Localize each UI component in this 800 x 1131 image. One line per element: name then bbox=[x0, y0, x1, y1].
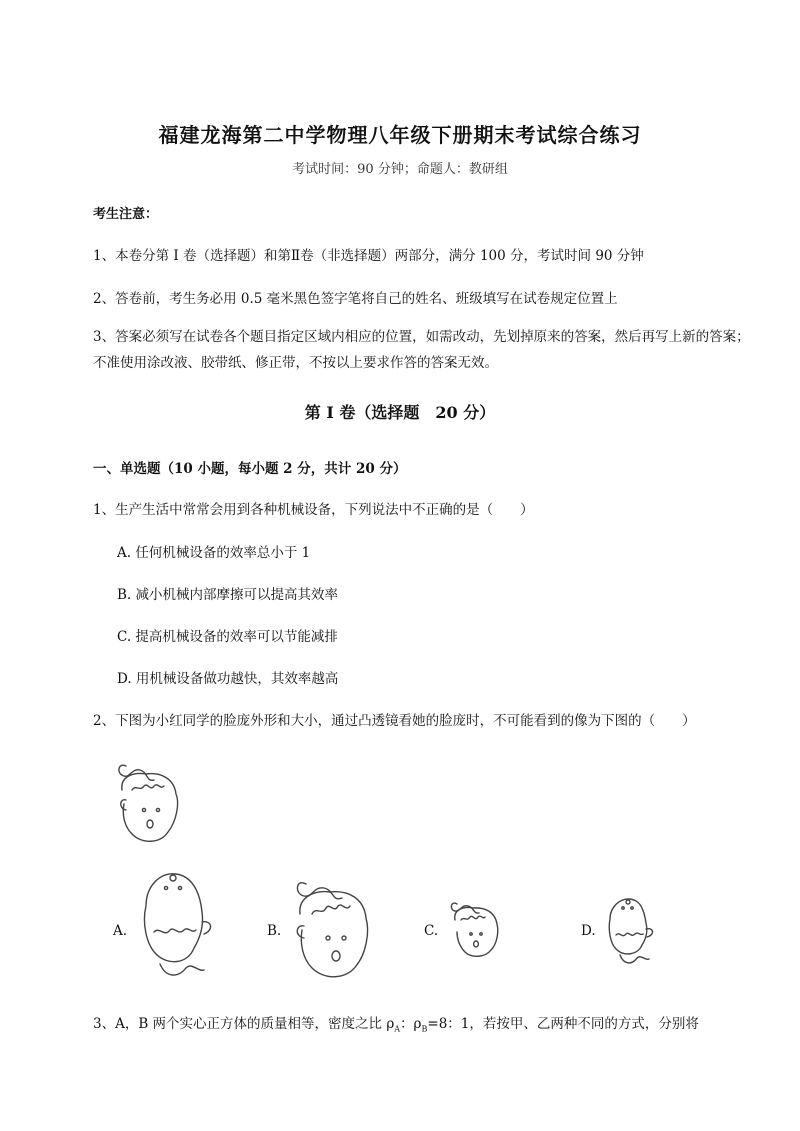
rho-b-subscript: B bbox=[421, 1024, 428, 1034]
section-subheading: 一、单选题（10 小题，每小题 2 分，共计 20 分） bbox=[93, 461, 407, 477]
question-1-stem: 1、生产生活中常常会用到各种机械设备，下列说法中不正确的是（ ） bbox=[93, 502, 534, 518]
question-2-stem: 2、下图为小红同学的脸庞外形和大小，通过凸透镜看她的脸庞时，不可能看到的像为下图的（ ） bbox=[93, 713, 696, 729]
section-title: 第 I 卷（选择题 20 分） bbox=[304, 403, 496, 422]
question-3-stem-part2: ：ρ bbox=[400, 1016, 422, 1032]
document-title: 福建龙海第二中学物理八年级下册期末考试综合练习 bbox=[158, 123, 642, 147]
notice-item-1: 1、本卷分第 I 卷（选择题）和第Ⅱ卷（非选择题）两部分，满分 100 分，考试时间 90 分钟 bbox=[93, 248, 644, 264]
figure-option-c-label: C. bbox=[424, 923, 439, 939]
figure-option-b-enlarged-face bbox=[288, 876, 378, 988]
document-subtitle: 考试时间：90 分钟；命题人：教研组 bbox=[292, 162, 508, 177]
question-3-stem-part1: 3、A，B 两个实心正方体的质量相等，密度之比 ρ bbox=[93, 1016, 395, 1032]
notice-item-3: 3、答案必须写在试卷各个题目指定区域内相应的位置，如需改动，先划掉原来的答案，然后再写上新的答案；不准使用涂改液、胶带纸、修正带，不按以上要求作答的答案无效。 bbox=[93, 329, 750, 371]
rho-a-subscript: A bbox=[394, 1024, 401, 1034]
question-3-stem-part3: =8：1，若按甲、乙两种不同的方式，分别将 bbox=[427, 1016, 699, 1032]
figure-option-c-reduced-face bbox=[447, 898, 507, 963]
figure-option-d-reduced-inverted-face bbox=[600, 895, 660, 967]
reference-face-figure bbox=[112, 760, 192, 850]
figure-option-d-label: D. bbox=[581, 923, 596, 939]
figure-option-b-label: B. bbox=[267, 923, 282, 939]
figure-option-a-inverted-face bbox=[130, 868, 220, 983]
question-1-option-d: D. 用机械设备做功越快，其效率越高 bbox=[117, 671, 339, 687]
question-1-option-a: A. 任何机械设备的效率总小于 1 bbox=[117, 545, 311, 561]
question-1-option-c: C. 提高机械设备的效率可以节能减排 bbox=[117, 629, 338, 645]
notice-item-2: 2、答卷前，考生务必用 0.5 毫米黑色签字笔将自己的姓名、班级填写在试卷规定位置上 bbox=[93, 291, 618, 307]
question-3-stem bbox=[93, 1012, 699, 1034]
question-1-option-b: B. 减小机械内部摩擦可以提高其效率 bbox=[117, 587, 339, 603]
notice-heading: 考生注意： bbox=[93, 207, 159, 222]
figure-option-a-label: A. bbox=[113, 923, 128, 939]
